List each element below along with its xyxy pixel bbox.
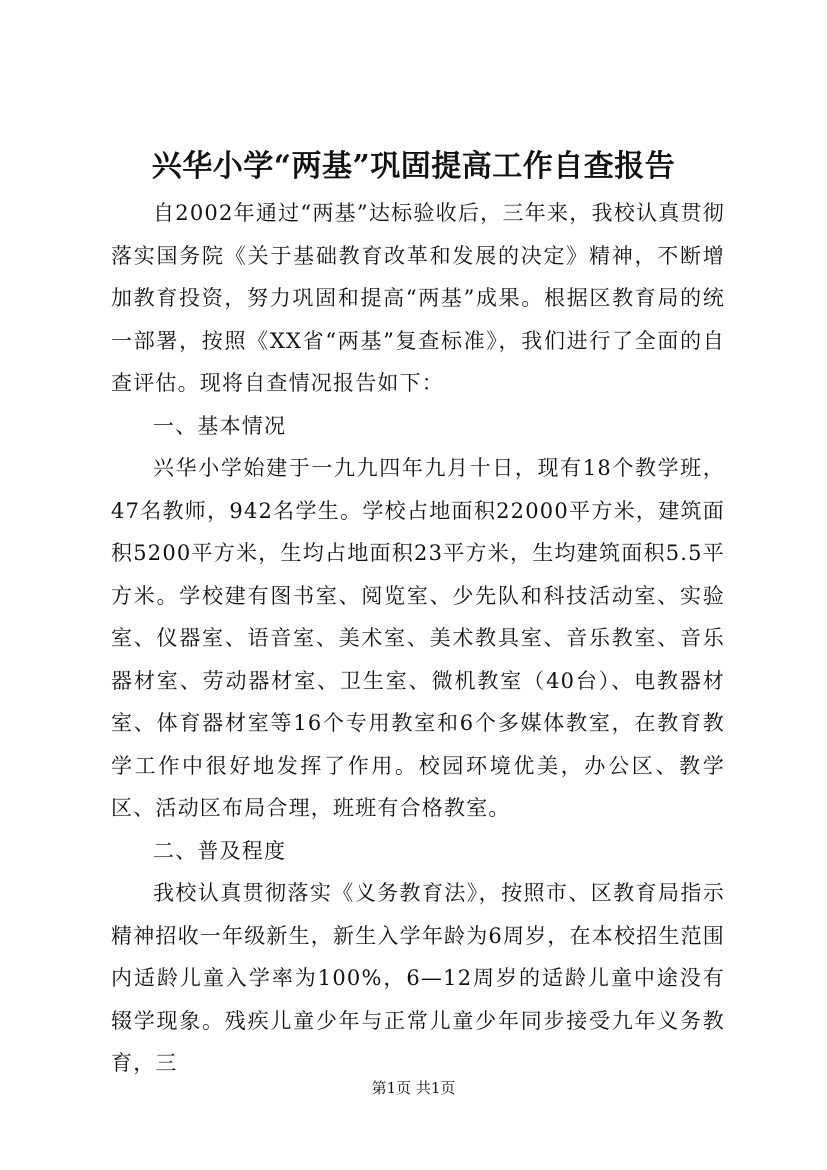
page-number-footer: 第1页 共1页: [371, 1079, 456, 1097]
basic-info-paragraph: 兴华小学始建于一九九四年九月十日，现有18个教学班，47名教师，942名学生。学校占地面积22000平方米，建筑面积5200平方米，生均占地面积23平方米，生均建筑面积5.5平方米。学校建有图书室、阅览室、少先队和科技活动室、实验室、仪器室、语音室、美术室、美术教具室、音乐教室、音乐器材室、劳动器材室、卫生室、微机教室（40台）、电教器材室、体育器材室等16个专用教室和6个多媒体教室，在教育教学工作中很好地发挥了作用。校园环境优美，办公区、教学区、活动区布局合理，班班有合格教室。: [111, 456, 725, 820]
intro-paragraph: 自2002年通过“两基”达标验收后，三年来，我校认真贯彻落实国务院《关于基础教育改革和发展的决定》精神，不断增加教育投资，努力巩固和提高“两基”成果。根据区教育局的统一部署，按照《XX省“两基”复查标准》，我们进行了全面的自查评估。现将自查情况报告如下：: [111, 201, 725, 395]
section-heading-popularization: 二、普及程度: [153, 838, 287, 863]
section-heading-basic-info: 一、基本情况: [153, 413, 287, 438]
document-title: 兴华小学“两基”巩固提高工作自查报告: [151, 149, 676, 184]
document-body: [111, 192, 725, 1085]
popularization-paragraph: 我校认真贯彻落实《义务教育法》，按照市、区教育局指示精神招收一年级新生，新生入学年龄为6周岁，在本校招生范围内适龄儿童入学率为100%，6—12周岁的适龄儿童中途没有辍学现象。残疾儿童少年与正常儿童少年同步接受九年义务教育，三: [111, 881, 725, 1075]
